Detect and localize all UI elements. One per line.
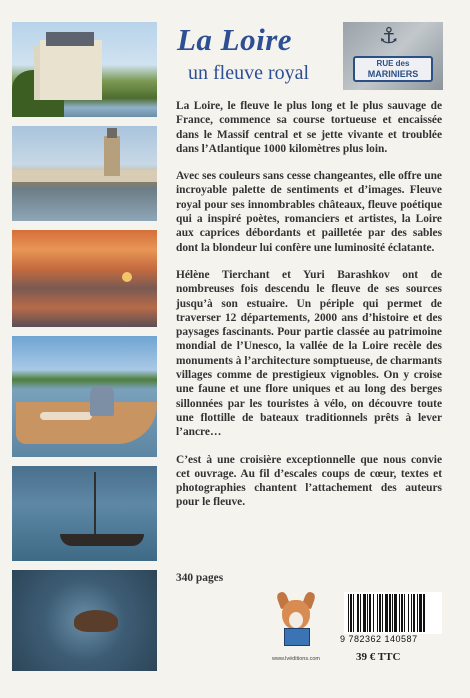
book-subtitle: un fleuve royal <box>188 62 310 84</box>
barcode <box>344 592 442 634</box>
barcode-bar <box>382 594 383 632</box>
photo-chateau <box>12 22 157 117</box>
blurb-paragraph: Hélène Tierchant et Yuri Barashkov ont de nombreuses fois descendu le fleuve de ses sources jusqu’à son estuaire. Un périple qui permet de traverser 12 départements, 2000 ans d’histoire et des paysages fascinants. Pour partie classée au patrimoine mondial de l’Unesco, la vallée de la Loire recèle des monuments à l’architecture somptueuse, de charmants villages comme de prestigieux vignobles. On y croise une faune et une flore uniques et au long des berges sillonnées par les touristes à vélo, on découvre toute une flottille de bateaux traditionnels prêts à lever l’ancre… <box>176 268 442 439</box>
blurb-paragraph: Avec ses couleurs sans cesse changeantes, elle offre une incroyable palette de sentiments et d’images. Fleuve royal pour ses innombrables châteaux, fleuve poétique qui a inspiré poètes, romanciers et artistes, la Loire aux caprices débordants et pailletée par des sables dont la blondeur lui confère une luminosité éclatante. <box>176 170 442 254</box>
barcode-bar <box>394 594 397 632</box>
barcode-bar <box>413 594 415 632</box>
photo-town-riverside <box>12 126 157 221</box>
barcode-bar <box>408 594 409 632</box>
book-title: La Loire <box>177 22 293 57</box>
barcode-bar <box>411 594 412 632</box>
barcode-bar <box>379 594 381 632</box>
barcode-bar <box>353 594 354 632</box>
blurb-paragraph: La Loire, le fleuve le plus long et le plus sauvage de France, commence sa course tortueuse et encaissée dans le Massif central et se jette vivante et troublée dans l’Atlantique 1000 kilomètres plus loin. <box>176 100 442 155</box>
anchor-icon: ⚓ <box>379 24 399 49</box>
barcode-bar <box>417 594 418 632</box>
isbn-number: 9 782362 140587 <box>340 634 418 644</box>
sign-line-2: MARINIERS <box>367 69 419 79</box>
photo-sailboat <box>12 466 157 561</box>
photo-beaver-in-water <box>12 570 157 671</box>
blurb-text <box>176 99 442 523</box>
barcode-bar <box>401 594 403 632</box>
barcode-bar <box>404 594 405 632</box>
street-sign-photo <box>343 22 443 90</box>
barcode-bar <box>377 594 378 632</box>
photo-woman-on-boat <box>12 336 157 457</box>
photo-sunset-painting <box>12 230 157 327</box>
barcode-bar <box>399 594 400 632</box>
barcode-bar <box>369 594 371 632</box>
barcode-bar <box>350 594 352 632</box>
page-count: 340 pages <box>176 572 224 584</box>
barcode-bar <box>392 594 393 632</box>
barcode-bar <box>389 594 391 632</box>
sign-line-1: RUE des <box>376 59 410 68</box>
barcode-bar <box>373 594 374 632</box>
street-sign <box>353 56 433 82</box>
publisher-url: www.lvéditions.com <box>272 656 320 662</box>
barcode-bar <box>419 594 422 632</box>
barcode-bar <box>363 594 366 632</box>
publisher-logo <box>276 592 316 656</box>
barcode-bar <box>423 594 425 632</box>
barcode-bar <box>357 594 359 632</box>
barcode-bar <box>348 594 349 632</box>
blurb-paragraph: C’est à une croisière exceptionnelle que nous convie cet ouvrage. Au fil d’escales coups de cœur, textes et photographies chantent l’attachement des auteurs pour le fleuve. <box>176 453 442 509</box>
barcode-bar <box>385 594 388 632</box>
book-icon <box>284 628 310 646</box>
price: 39 € TTC <box>356 651 401 663</box>
barcode-bar <box>360 594 361 632</box>
barcode-bar <box>367 594 368 632</box>
